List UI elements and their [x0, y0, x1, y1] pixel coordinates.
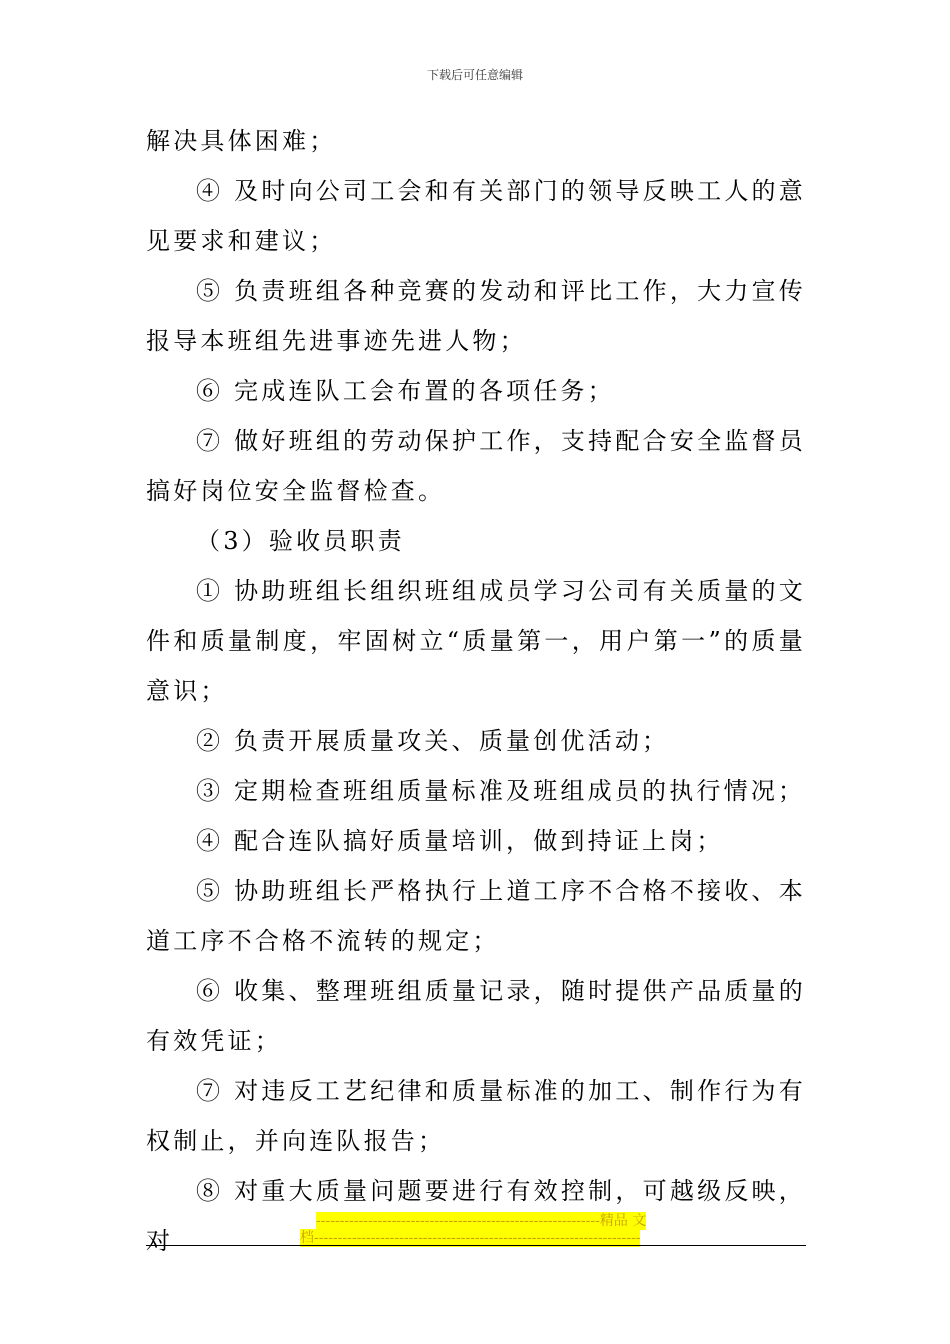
paragraph-9: ④ 配合连队搞好质量培训，做到持证上岗； [196, 827, 724, 855]
footer-watermark-line-2: 档--------------------------------------------------------------------- [300, 1230, 641, 1246]
paragraph-2: ④ 及时向公司工会和有关部门的领导反映工人的意见要求和建议； [146, 177, 806, 255]
footer-watermark-line-1: ------------------------------------------------------------精品 文 [316, 1213, 647, 1229]
paragraph-11: ⑥ 收集、整理班组质量记录，随时提供产品质量的有效凭证； [146, 977, 806, 1055]
paragraph-12: ⑦ 对违反工艺纪律和质量标准的加工、制作行为有权制止，并向连队报告； [146, 1077, 806, 1155]
paragraph-7: ② 负责开展质量攻关、质量创优活动； [196, 727, 670, 755]
paragraph-1: 解决具体困难； [146, 127, 337, 155]
paragraph-5: ⑦ 做好班组的劳动保护工作，支持配合安全监督员搞好岗位安全监督检查。 [146, 427, 806, 505]
footer-divider [146, 1245, 806, 1246]
paragraph-10: ⑤ 协助班组长严格执行上道工序不合格不接收、本道工序不合格不流转的规定； [146, 877, 806, 955]
paragraph-6: ① 协助班组长组织班组成员学习公司有关质量的文件和质量制度，牢固树立“质量第一，用户第一”的质量意识； [146, 577, 806, 705]
paragraph-13: ⑧ 对重大质量问题要进行有效控制，可越级反映，对 [146, 1177, 806, 1255]
section-heading: （3）验收员职责 [196, 527, 405, 555]
paragraph-3: ⑤ 负责班组各种竞赛的发动和评比工作，大力宣传报导本班组先进事迹先进人物； [146, 277, 806, 355]
page-header: 下载后可任意编辑 [426, 68, 523, 82]
paragraph-4: ⑥ 完成连队工会布置的各项任务； [196, 377, 615, 405]
paragraph-8: ③ 定期检查班组质量标准及班组成员的执行情况； [196, 777, 806, 805]
